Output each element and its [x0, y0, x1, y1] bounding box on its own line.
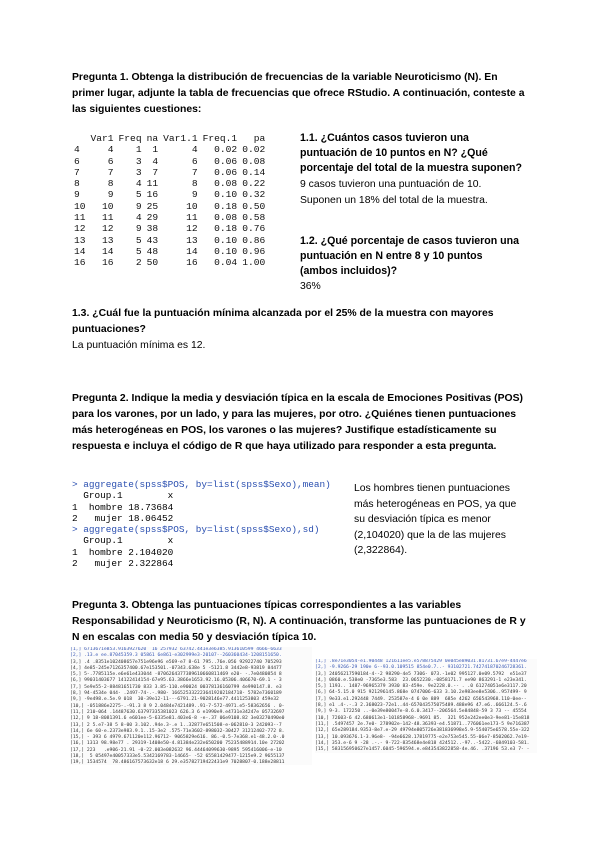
- table-cell: 1.00: [242, 257, 266, 269]
- question-1-1-text: 1.1. ¿Cuántos casos tuvieron una puntuación de 10 puntos en N? ¿Qué porcentaje del total de la muestra suponen?: [300, 132, 522, 174]
- table-cell: 0.08: [214, 212, 238, 224]
- table-cell: 8: [191, 178, 198, 190]
- question-1-2: [300, 234, 522, 295]
- table-cell: 0.86: [242, 234, 266, 246]
- table-cell: 6: [107, 155, 114, 167]
- table-cell: 5: [135, 245, 142, 257]
- code-row-sd-hombre: 1 hombre 2.104020: [72, 546, 174, 558]
- frequency-table-header-cell: Var1: [90, 133, 114, 144]
- table-cell: 1: [135, 144, 142, 156]
- console-line: [14,] 353.e-6 9 -28 .-.- 9-722-835468e4e818 424512..-97..-5422.-6849103-581.: [315, 740, 530, 746]
- table-cell: 11: [102, 212, 114, 224]
- table-cell: 7: [74, 166, 80, 178]
- question-3-title: Pregunta 3. Obtenga las puntuaciones típicas correspondientes a las variables Responsabilidad y Neuroticismo (R, N). A continuación, transforme las puntuaciones de R y N en escalas con media 50 y desviación típica 10.: [72, 600, 526, 643]
- table-cell: 43: [146, 234, 159, 246]
- table-cell: 4: [107, 144, 114, 156]
- console-line: [11,] .5497457 2e.7e0- 278902e-142-48.36393-e4.51871..776061ee173-5 9e716387: [315, 721, 530, 727]
- table-cell: 0.02: [214, 144, 238, 156]
- console-line: [8,] 94-4534e 044- .2497-74-.-.980- 1665253322236419202184718- 5782e7360189: [70, 691, 282, 697]
- console-line: [7,] 9e33.e1.292448 7449. 253587e-4 6 0e 889 685e 4262 656543968.110-0ee--: [315, 696, 527, 702]
- frequency-table-header-cell: Freq.1: [202, 133, 238, 144]
- table-row: [74, 178, 270, 189]
- console-line: [10,] 72603-6 42.680613e1-101858968-.9691 85. 321 952e242ee0e3-9ee81-15e818: [315, 715, 530, 721]
- table-cell: 16: [146, 189, 159, 201]
- table-cell: 4: [74, 144, 80, 156]
- code-aggregate-sd: > aggregate(spss$POS, by=list(spss$Sexo),sd): [72, 524, 320, 536]
- table-cell: 0.76: [242, 223, 266, 235]
- table-cell: 0.10: [214, 234, 238, 246]
- console-line: [1,] 6713671e853.9163927620 16 257932 63742.441e3e6385.913610599 4666-6633: [70, 647, 282, 652]
- table-cell: 11: [146, 178, 159, 190]
- frequency-table: [74, 133, 270, 269]
- code-row-sd-mujer: 2 mujer 2.322864: [72, 558, 174, 570]
- table-cell: 9: [135, 200, 142, 212]
- table-row: [74, 212, 270, 223]
- table-row: [74, 235, 270, 246]
- console-line: [19,] 1534574 78.486167573632e18 6 29.e35782719422431e9 7028807-0.188e28811: [70, 760, 285, 765]
- question-1-1: [300, 131, 522, 209]
- table-cell: 0.10: [214, 245, 238, 257]
- table-cell: 10: [102, 200, 114, 212]
- table-cell: 38: [146, 223, 159, 235]
- table-row: [74, 167, 270, 178]
- console-line: [2,] -9.9266-29 190e 6--93.0.109515 854e0.7..- 93102721.742741870246728361.: [315, 665, 527, 671]
- console-line: [13,] 10.093676.1-3.96e8- -94e6628.17819775-e2e753e545.55-06e7-8502062.7e19-: [315, 734, 530, 740]
- code-header-mean: Group.1 x: [72, 490, 174, 502]
- table-cell: 0.02: [242, 144, 266, 156]
- table-cell: 4: [135, 212, 142, 224]
- table-cell: 14: [74, 245, 86, 257]
- table-cell: 13: [74, 234, 86, 246]
- table-cell: 0.50: [242, 200, 266, 212]
- frequency-table-header-cell: Freq: [118, 133, 142, 144]
- question-2-title: Pregunta 2. Indique la media y desviación típica en la escala de Emociones Positivas (POS) para los varones, por un lado, y para las mujeres, por otro. ¿Quiénes tienen puntuaciones más heterogéneas en POS, los varones o las mujeres? Justifique estadísticamente su respuesta e incluya el código de R que haya utilizado para responder a esta pregunta.: [72, 393, 523, 452]
- table-cell: 5: [135, 189, 142, 201]
- table-cell: 12: [102, 223, 114, 235]
- table-cell: 0.18: [214, 200, 238, 212]
- table-cell: 9: [135, 223, 142, 235]
- console-line: [3,] 24056217590184-4--2 98290-4e5 7306- 073.-1e02 995127.0e09.5792 e51e37: [315, 671, 527, 677]
- question-1-2-text: 1.2. ¿Qué porcentaje de casos tuvieron una puntuación en N entre 8 y 10 puntos (ambos incluidos)?: [300, 235, 520, 277]
- table-cell: 25: [146, 200, 159, 212]
- table-cell: 10: [186, 200, 198, 212]
- table-row: [74, 246, 270, 257]
- table-cell: 0.08: [214, 178, 238, 190]
- console-line: [3,] .4 .8351e102408657e751e96e96 e569-e7 8-61 795..76e.056 92922740 705293: [70, 659, 282, 665]
- table-row: [74, 223, 270, 234]
- console-line: [15,] - 393 6 4979.671120e112.96712- 9065829e616. 86.-0.5-7e368.e1-48.2.0-.0: [70, 735, 285, 741]
- question-1-2-answer: 36%: [300, 281, 321, 292]
- table-cell: 8: [107, 178, 114, 190]
- table-row: [74, 257, 270, 268]
- table-cell: 13: [102, 234, 114, 246]
- console-screenshot-right: [315, 659, 537, 753]
- console-screenshot-left: [70, 647, 312, 765]
- frequency-table-header: [74, 133, 270, 144]
- console-line: [8,] e1 .4-.-.3 2.368023-72e1..44-657043575075489.488e96 47.e6..666124.5-.6: [315, 703, 527, 709]
- console-line: [17,] 223 .e906-21.91 -0-22.003e082632 96.44464099630-9895 595416006-e-10: [70, 747, 285, 753]
- table-cell: 16: [74, 257, 86, 269]
- console-line: [12,] 65e289184.9353-8e7.e-29 49794e805726e381836998e5.9-554075e6578.55e-322: [315, 728, 530, 734]
- table-row: [74, 156, 270, 167]
- table-cell: 3: [135, 166, 142, 178]
- table-row: [74, 189, 270, 200]
- table-cell: 12: [74, 223, 86, 235]
- console-line: [4,] 4e85-245e7126357400.67e153501.-07343.638e 5 -5121.8 3442e8-93819 84477: [70, 665, 282, 671]
- table-cell: 0.10: [214, 189, 238, 201]
- table-cell: 4: [152, 155, 159, 167]
- table-cell: 16: [186, 257, 198, 269]
- table-cell: 10: [74, 200, 86, 212]
- question-1-title: Pregunta 1. Obtenga la distribución de frecuencias de la variable Neuroticismo (N). En primer lugar, adjunte la tabla de frecuencias que ofrece RStudio. A continuación, conteste a las siguientes cuestiones:: [72, 72, 525, 115]
- console-line: [13,] 2 5.e7-38 5 8-00 3.102..94e.3-.e 1..32877e651508-e-062810-3 242093--7: [70, 722, 285, 728]
- table-cell: 0.04: [214, 257, 238, 269]
- console-line: [6,] 99031403677 14122414154-67e95.63.3866e1653.92.16.05306.406670-69.1 - 3: [70, 678, 282, 684]
- table-cell: 7: [107, 166, 114, 178]
- code-row-mean-hombre: 1 hombre 18.73684: [72, 501, 174, 513]
- question-1-3: [72, 306, 534, 354]
- table-cell: 0.18: [214, 223, 238, 235]
- question-1-3-text: 1.3. ¿Cuál fue la puntuación mínima alcanzada por el 25% de la muestra con mayores puntuaciones?: [72, 308, 494, 335]
- code-header-sd: Group.1 x: [72, 535, 174, 547]
- frequency-table-header-cell: Var1.1: [163, 133, 198, 144]
- question-1-1-answer: 9 casos tuvieron una puntuación de 10. Suponen un 18% del total de la muestra.: [300, 179, 488, 206]
- console-line: [1,] .8e71e3054-e1.90448 121611ee5.e578875429 0e045e89031.81731.67e9-4447e6: [315, 659, 527, 664]
- table-cell: 12: [186, 223, 198, 235]
- code-row-mean-mujer: 2 mujer 18.06452: [72, 512, 174, 524]
- table-cell: 48: [146, 245, 159, 257]
- console-line: [5,] 5-.7785115e.e6e61e433044 -8706264377389610660811469 e20- -.7e0480854 8: [70, 672, 282, 678]
- table-cell: 3: [135, 155, 142, 167]
- table-cell: 9: [74, 189, 80, 201]
- table-cell: 7: [152, 166, 159, 178]
- table-cell: 14: [102, 245, 114, 257]
- table-cell: 50: [146, 257, 159, 269]
- question-2-answer: Los hombres tienen puntuaciones más heterogéneas en POS, ya que su desviación típica es menor (2,104020) que la de las mujeres (2,322864).: [354, 483, 517, 556]
- table-cell: 6: [191, 155, 198, 167]
- console-line: [4,] 0860.e.538e0 -7365e3.583 23.0652230.-0858171.7 ee90 863291-1 e23e341.: [315, 677, 527, 683]
- table-cell: 5: [135, 234, 142, 246]
- console-line: [5,] 1193.. 1487-96965379 3930 83-459e. 9e2228.0.-- . .0 61274051e6e3117.20: [315, 684, 527, 690]
- question-1-3-answer: La puntuación mínima es 12.: [72, 340, 206, 351]
- table-cell: 0.08: [242, 155, 266, 167]
- console-line: [12,] 9 18-8081391.6 e601ee-5-6335e81.403e6-8 -e-.37 06e9108.82 3e03270490e0: [70, 716, 285, 722]
- table-cell: 4: [135, 178, 142, 190]
- console-line: [18,] 5 05497e40057333e5.5342169783-14665- -52 65581429477-1215e9.2 9655137: [70, 754, 285, 760]
- table-row: [74, 144, 270, 155]
- table-cell: 2: [135, 257, 142, 269]
- table-cell: 0.58: [242, 212, 266, 224]
- frequency-table-header-cell: pa: [253, 133, 266, 144]
- console-line: [11,] 210-064 .14487630.63797335381023 626.3 6 e1990e9.e4731e34247e 05732697: [70, 709, 285, 715]
- table-cell: 14: [186, 245, 198, 257]
- table-cell: 0.06: [214, 155, 238, 167]
- console-line: [9,] -9e498.e.5e.9 018 30-39e12-11---6791.21-9028146e77.4411253803 459e32: [70, 697, 282, 703]
- table-cell: 0.14: [242, 166, 266, 178]
- console-line: [2,] .13.e ee.87045359.3 05861 6e861-e302999e3-20107--260360434-1208151650.: [70, 653, 282, 659]
- code-aggregate-mean: > aggregate(spss$POS, by=list(spss$Sexo),mean): [72, 479, 331, 490]
- console-line: [16,] 1313 98.98e77 . 29319-1408e50-4.81384e232e650200 75235488914.10e 27202: [70, 741, 285, 747]
- table-cell: 0.96: [242, 245, 266, 257]
- table-cell: 11: [74, 212, 86, 224]
- table-cell: 11: [186, 212, 198, 224]
- table-cell: 1: [152, 144, 159, 156]
- table-cell: 13: [186, 234, 198, 246]
- table-cell: 9: [107, 189, 114, 201]
- table-cell: 0.32: [242, 189, 266, 201]
- table-cell: 0.06: [214, 166, 238, 178]
- table-cell: 0.22: [242, 178, 266, 190]
- console-line: [6,] 64-5.15.0 915 921296145.868e 0747006-633 3.10.2e983ee8e5306..957499- 9: [315, 690, 527, 696]
- console-line: [9,] 9-3. 172250 ..-0e39e80047e-8.6.0.3417--206564.5e84848-59 3 73 -- 45554: [315, 709, 527, 715]
- table-cell: 8: [74, 178, 80, 190]
- table-cell: 16: [102, 257, 114, 269]
- table-cell: 4: [191, 144, 198, 156]
- console-line: [14,] 6e 60-e.2373e983.9.1..15-3e2 .575-71e3602-898032-30427 31212402-772 8.: [70, 728, 285, 734]
- table-cell: 7: [191, 166, 198, 178]
- console-line: [15,] 583156950627e1457.6045-596594.e.e843543822858-4e.46. .37196 53.e3 7- -: [315, 747, 530, 753]
- r-console-output: [72, 479, 344, 569]
- console-line: [7,] 5e9e55-2-88481651730 833 3.85-110.e90024 00378136160799 4e990147.8. e3: [70, 684, 282, 690]
- table-cell: 9: [191, 189, 198, 201]
- frequency-table-corner: [74, 133, 91, 144]
- table-cell: 6: [74, 155, 80, 167]
- table-row: [74, 201, 270, 212]
- table-cell: 29: [146, 212, 159, 224]
- frequency-table-header-cell: na: [146, 133, 159, 144]
- console-line: [10,] -051886e2275-.-91.3 8 9 2.0484e7421489..91-7-572-4971.e5-58362656 . 0-: [70, 703, 285, 709]
